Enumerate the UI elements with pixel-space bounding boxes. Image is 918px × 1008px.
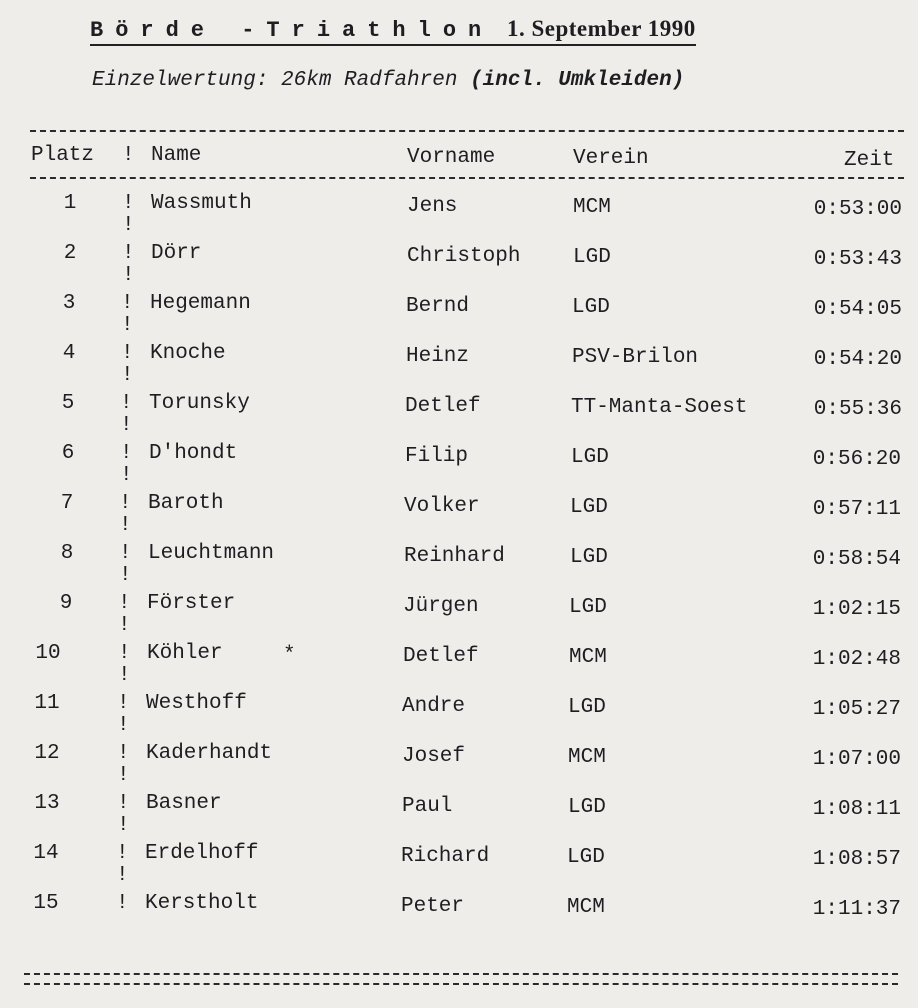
vorname-cell: Detlef [405, 395, 481, 418]
header-platz: Platz [31, 144, 95, 167]
row-separator: ! [116, 892, 129, 915]
platz-cell: 7 [60, 492, 74, 515]
row-separator: ! [119, 542, 132, 565]
table-row [0, 342, 918, 392]
table-row [0, 842, 918, 892]
vorname-cell: Paul [402, 795, 453, 818]
row-separator: ! [118, 642, 131, 665]
row-separator-continuation: ! [118, 664, 131, 687]
verein-cell: LGD [569, 596, 607, 619]
zeit-cell: 0:54:05 [813, 298, 902, 321]
table-row [0, 642, 918, 692]
zeit-cell: 0:54:20 [813, 348, 902, 371]
row-separator-continuation: ! [121, 314, 134, 337]
table-row [0, 742, 918, 792]
vorname-cell: Jürgen [403, 595, 479, 618]
row-separator-continuation: ! [119, 514, 132, 537]
platz-cell: 10 [35, 642, 61, 665]
vorname-cell: Peter [401, 895, 465, 918]
header-top-rule [30, 130, 904, 132]
row-separator-continuation: ! [122, 214, 135, 237]
table-row [0, 892, 918, 942]
row-separator: ! [122, 242, 135, 265]
zeit-cell: 1:07:00 [812, 748, 901, 771]
platz-cell: 1 [63, 192, 77, 215]
row-separator-continuation: ! [116, 864, 129, 887]
row-separator-continuation: ! [119, 564, 132, 587]
name-cell: Erdelhoff [145, 842, 259, 865]
vorname-cell: Jens [407, 195, 458, 218]
row-separator-continuation: ! [122, 264, 135, 287]
table-row [0, 592, 918, 642]
name-cell: Westhoff [146, 692, 247, 715]
footer-double-rule [24, 973, 898, 985]
row-separator: ! [122, 192, 135, 215]
platz-cell: 9 [59, 592, 73, 615]
row-separator-continuation: ! [117, 764, 130, 787]
platz-cell: 4 [62, 342, 76, 365]
verein-cell: MCM [573, 196, 611, 219]
platz-cell: 12 [34, 742, 60, 765]
verein-cell: MCM [568, 746, 606, 769]
row-separator: ! [120, 442, 133, 465]
vorname-cell: Christoph [407, 245, 521, 268]
verein-cell: LGD [570, 546, 608, 569]
name-cell: Baroth [148, 492, 224, 515]
document-title [90, 16, 696, 46]
row-separator: ! [119, 492, 132, 515]
subtitle-note: (incl. Umkleiden) [470, 69, 685, 92]
row-separator-continuation: ! [118, 614, 131, 637]
table-row [0, 542, 918, 592]
row-separator: ! [117, 742, 130, 765]
verein-cell: MCM [567, 896, 605, 919]
verein-cell: LGD [573, 246, 611, 269]
vorname-cell: Reinhard [404, 545, 505, 568]
vorname-cell: Andre [402, 695, 466, 718]
name-cell: Torunsky [149, 392, 250, 415]
verein-cell: LGD [570, 496, 608, 519]
row-separator: ! [117, 692, 130, 715]
verein-cell: LGD [572, 296, 610, 319]
verein-cell: TT-Manta-Soest [571, 396, 748, 419]
row-separator: ! [121, 342, 134, 365]
table-row [0, 492, 918, 542]
header-vorname: Vorname [407, 146, 496, 169]
verein-cell: MCM [569, 646, 607, 669]
zeit-cell: 0:53:00 [813, 198, 902, 221]
verein-cell: LGD [571, 446, 609, 469]
platz-cell: 14 [33, 842, 59, 865]
platz-cell: 15 [33, 892, 59, 915]
zeit-cell: 1:11:37 [812, 898, 901, 921]
zeit-cell: 1:05:27 [812, 698, 901, 721]
name-cell: Hegemann [150, 292, 251, 315]
name-cell: Wassmuth [151, 192, 252, 215]
vorname-cell: Filip [405, 445, 469, 468]
vorname-cell: Josef [402, 745, 466, 768]
verein-cell: LGD [567, 846, 605, 869]
platz-cell: 11 [34, 692, 60, 715]
row-separator-continuation: ! [121, 364, 134, 387]
zeit-cell: 0:58:54 [812, 548, 901, 571]
verein-cell: LGD [568, 696, 606, 719]
vorname-cell: Richard [401, 845, 490, 868]
name-cell: Knoche [150, 342, 226, 365]
platz-cell: 5 [61, 392, 75, 415]
platz-cell: 6 [61, 442, 75, 465]
table-row [0, 192, 918, 242]
table-row [0, 292, 918, 342]
table-row [0, 442, 918, 492]
vorname-cell: Bernd [406, 295, 470, 318]
table-row [0, 242, 918, 292]
name-cell: Kerstholt [145, 892, 259, 915]
platz-cell: 8 [60, 542, 74, 565]
subtitle-main: Einzelwertung: 26km Radfahren [92, 69, 458, 92]
table-row [0, 792, 918, 842]
platz-cell: 2 [63, 242, 77, 265]
header-bottom-rule [30, 177, 904, 179]
platz-cell: 3 [62, 292, 76, 315]
row-separator: ! [120, 392, 133, 415]
vorname-cell: Volker [404, 495, 480, 518]
header-name: Name [151, 144, 202, 167]
row-mark: * [283, 644, 296, 667]
row-separator-continuation: ! [117, 714, 130, 737]
zeit-cell: 0:55:36 [813, 398, 902, 421]
name-cell: Leuchtmann [148, 542, 275, 565]
zeit-cell: 0:56:20 [812, 448, 901, 471]
row-separator: ! [117, 792, 130, 815]
zeit-cell: 1:02:15 [812, 598, 901, 621]
document-subtitle [92, 69, 684, 92]
event-name: Börde -Triathlon [90, 18, 494, 43]
row-separator-continuation: ! [120, 414, 133, 437]
verein-cell: PSV-Brilon [572, 346, 699, 369]
header-verein: Verein [573, 147, 649, 170]
name-cell: D'hondt [149, 442, 238, 465]
row-separator: ! [116, 842, 129, 865]
header-zeit: Zeit [844, 149, 895, 172]
header-separator: ! [122, 144, 135, 167]
platz-cell: 13 [34, 792, 60, 815]
vorname-cell: Detlef [403, 645, 479, 668]
name-cell: Basner [146, 792, 222, 815]
verein-cell: LGD [568, 796, 606, 819]
row-separator-continuation: ! [117, 814, 130, 837]
row-separator: ! [121, 292, 134, 315]
zeit-cell: 0:57:11 [812, 498, 901, 521]
zeit-cell: 1:08:11 [812, 798, 901, 821]
table-row [0, 692, 918, 742]
name-cell: Förster [147, 592, 236, 615]
zeit-cell: 0:53:43 [813, 248, 902, 271]
event-date: 1. September 1990 [506, 16, 696, 41]
row-separator-continuation: ! [120, 464, 133, 487]
name-cell: Dörr [151, 242, 202, 265]
zeit-cell: 1:02:48 [812, 648, 901, 671]
zeit-cell: 1:08:57 [812, 848, 901, 871]
name-cell: Köhler [147, 642, 223, 665]
row-separator: ! [118, 592, 131, 615]
table-row [0, 392, 918, 442]
name-cell: Kaderhandt [146, 742, 273, 765]
vorname-cell: Heinz [406, 345, 470, 368]
